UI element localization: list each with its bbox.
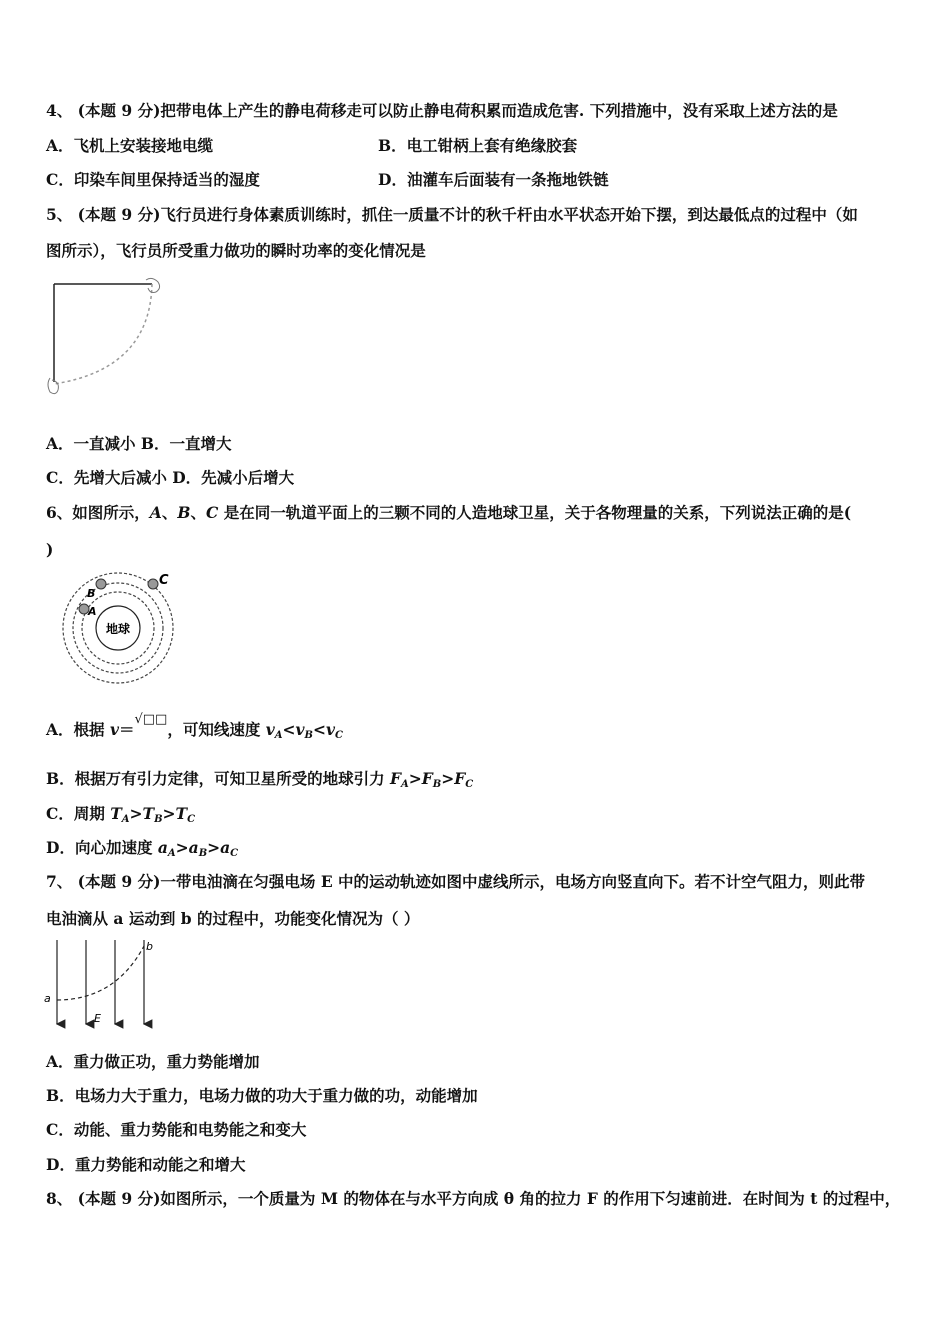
earth-label: 地球 bbox=[105, 622, 131, 636]
point-a-label: a bbox=[44, 992, 51, 1005]
satellite-c-label: C bbox=[159, 573, 169, 588]
q6-option-b: B．根据万有引力定律，可知卫星所受的地球引力 $F_A>F_B>F_C$ bbox=[46, 769, 474, 790]
q5-stem-line1: 5、 (本题 9 分)飞行员进行身体素质训练时，抓住一质量不计的秋千杆由水平状态开始下摆，到达最低点的过程中（如 bbox=[46, 205, 858, 224]
q5-options-row1: A．一直减小 B．一直增大 bbox=[46, 434, 232, 453]
q4-stem: 4、 (本题 9 分)把带电体上产生的静电荷移走可以防止静电荷积累而造成危害. 下列措施中，没有采取上述方法的是 bbox=[46, 101, 838, 120]
q7-option-b: B．电场力大于重力，电场力做的功大于重力做的功，动能增加 bbox=[46, 1086, 478, 1105]
q4-option-d: D．油灌车后面装有一条拖地铁链 bbox=[378, 170, 609, 189]
satellite-b-label: B bbox=[87, 587, 96, 600]
q6-stem: 6、如图所示，A、B、C 是在同一轨道平面上的三颗不同的人造地球卫星，关于各物理量的关系，下列说法正确的是( bbox=[46, 503, 852, 522]
q4-option-b: B．电工钳柄上套有绝缘胶套 bbox=[378, 136, 578, 155]
q5-options-row2: C．先增大后减小 D．先减小后增大 bbox=[46, 468, 295, 487]
q4-option-c: C．印染车间里保持适当的湿度 bbox=[46, 170, 260, 189]
satellite-a-label: A bbox=[88, 605, 97, 618]
satellite-c bbox=[148, 579, 158, 589]
q5-stem-line2: 图所示），飞行员所受重力做功的瞬时功率的变化情况是 bbox=[46, 241, 426, 260]
q6-option-c: C．周期 $T_A>T_B>T_C$ bbox=[46, 804, 196, 825]
sqrt-placeholder: √□□ bbox=[134, 712, 168, 727]
q5-swing-figure bbox=[40, 274, 180, 404]
q7-option-d: D．重力势能和动能之和增大 bbox=[46, 1155, 246, 1174]
droplet-trajectory bbox=[57, 946, 144, 1000]
point-b-label: b bbox=[146, 940, 153, 953]
field-e-label: E bbox=[94, 1012, 101, 1025]
q7-option-c: C．动能、重力势能和电势能之和变大 bbox=[46, 1120, 307, 1139]
q7-field-figure bbox=[40, 938, 170, 1030]
q6-option-a: A．根据 v＝√□□，可知线速度 $v_A<v_B<v_C$ bbox=[46, 712, 343, 741]
q4-option-a: A．飞机上安装接地电缆 bbox=[46, 136, 214, 155]
swing-path-arc bbox=[54, 284, 152, 384]
q8-stem-line1: 8、 (本题 9 分)如图所示，一个质量为 M 的物体在与水平方向成 θ 角的拉力 F 的作用下匀速前进．在时间为 t 的过程中， bbox=[46, 1189, 901, 1208]
q6-option-d: D．向心加速度 $a_A>a_B>a_C$ bbox=[46, 838, 239, 859]
q6-stem-close: ) bbox=[46, 540, 54, 559]
q6-orbit-figure bbox=[58, 570, 178, 686]
satellite-b bbox=[96, 579, 106, 589]
q7-stem-line2: 电油滴从 a 运动到 b 的过程中，功能变化情况为（ ） bbox=[46, 909, 420, 928]
q7-stem-line1: 7、 (本题 9 分)一带电油滴在匀强电场 E 中的运动轨迹如图中虚线所示，电场方向竖直向下。若不计空气阻力，则此带 bbox=[46, 872, 866, 891]
q7-option-a: A．重力做正功，重力势能增加 bbox=[46, 1052, 260, 1071]
pilot-start-icon bbox=[146, 278, 160, 292]
pilot-bottom-icon bbox=[48, 378, 58, 394]
